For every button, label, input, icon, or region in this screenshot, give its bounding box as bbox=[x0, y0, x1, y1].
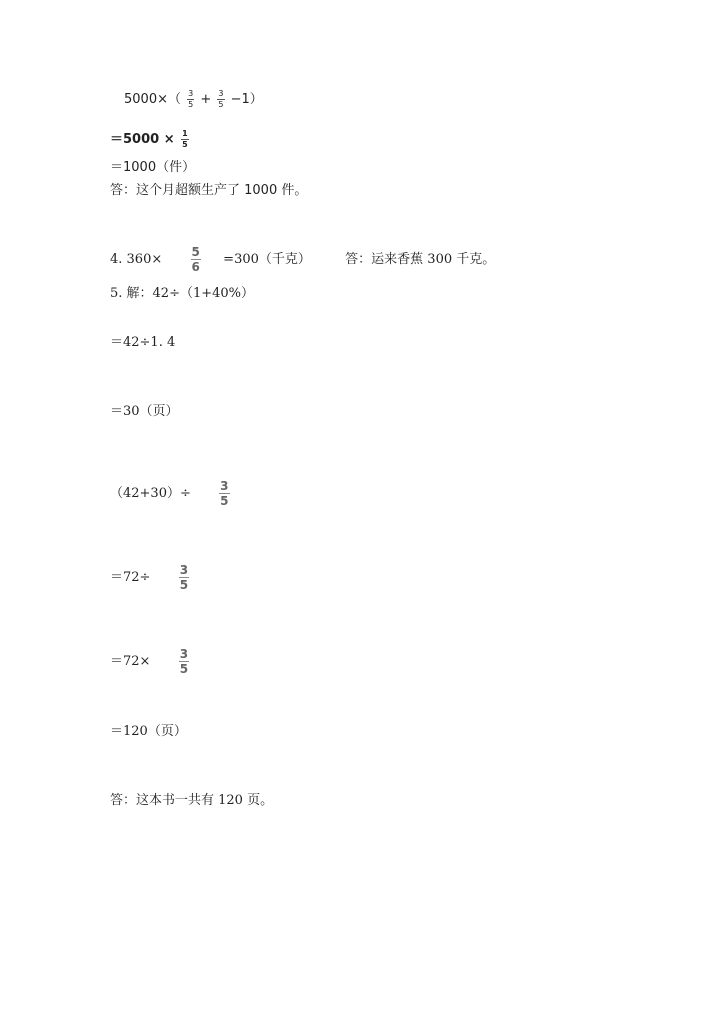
fraction-three-fifths: $\frac{3}{5}$ bbox=[179, 647, 189, 676]
step-line: ＝42÷1. 4 bbox=[110, 335, 176, 350]
plus-sign: + bbox=[200, 92, 212, 107]
fraction-b: $\frac{3}{5}$ bbox=[218, 89, 224, 109]
expression-suffix: −1） bbox=[230, 92, 263, 107]
expression-prefix: 5000×（ bbox=[124, 92, 181, 107]
fraction-three-fifths: $\frac{3}{5}$ bbox=[220, 479, 229, 508]
fraction-one-fifth: $\frac{1}{5}$ bbox=[182, 129, 188, 149]
step-line bbox=[110, 130, 191, 149]
step-line: ＝30（页） bbox=[110, 404, 179, 419]
step-text: ＝5000 × bbox=[110, 132, 175, 147]
question-4-result: =300（千克） bbox=[223, 252, 311, 267]
question-4-line bbox=[110, 246, 495, 273]
fraction-three-fifths: $\frac{3}{5}$ bbox=[179, 563, 189, 592]
step-text: ＝72÷ bbox=[110, 570, 151, 585]
question-5-intro: 5. 解：42÷（1+40%） bbox=[110, 286, 255, 301]
expression-line bbox=[124, 90, 263, 109]
step-line bbox=[110, 480, 232, 507]
question-4-answer: 答：运来香蕉 300 千克。 bbox=[345, 252, 496, 267]
question-4-prefix: 4. 360× bbox=[110, 252, 163, 267]
answer-text: 答：这本书一共有 120 页。 bbox=[110, 793, 274, 808]
step-text: ＝72× bbox=[110, 654, 151, 669]
answer-text: 答：这个月超额生产了 1000 件。 bbox=[110, 183, 308, 198]
fraction-five-sixths: $\frac{5}{6}$ bbox=[191, 245, 200, 274]
step-line: ＝1000（件） bbox=[110, 160, 196, 175]
step-line bbox=[110, 648, 191, 675]
fraction-a: $\frac{3}{5}$ bbox=[188, 89, 194, 109]
step-text: （42+30）÷ bbox=[110, 486, 191, 501]
step-line bbox=[110, 564, 191, 591]
step-line: ＝120（页） bbox=[110, 724, 187, 739]
